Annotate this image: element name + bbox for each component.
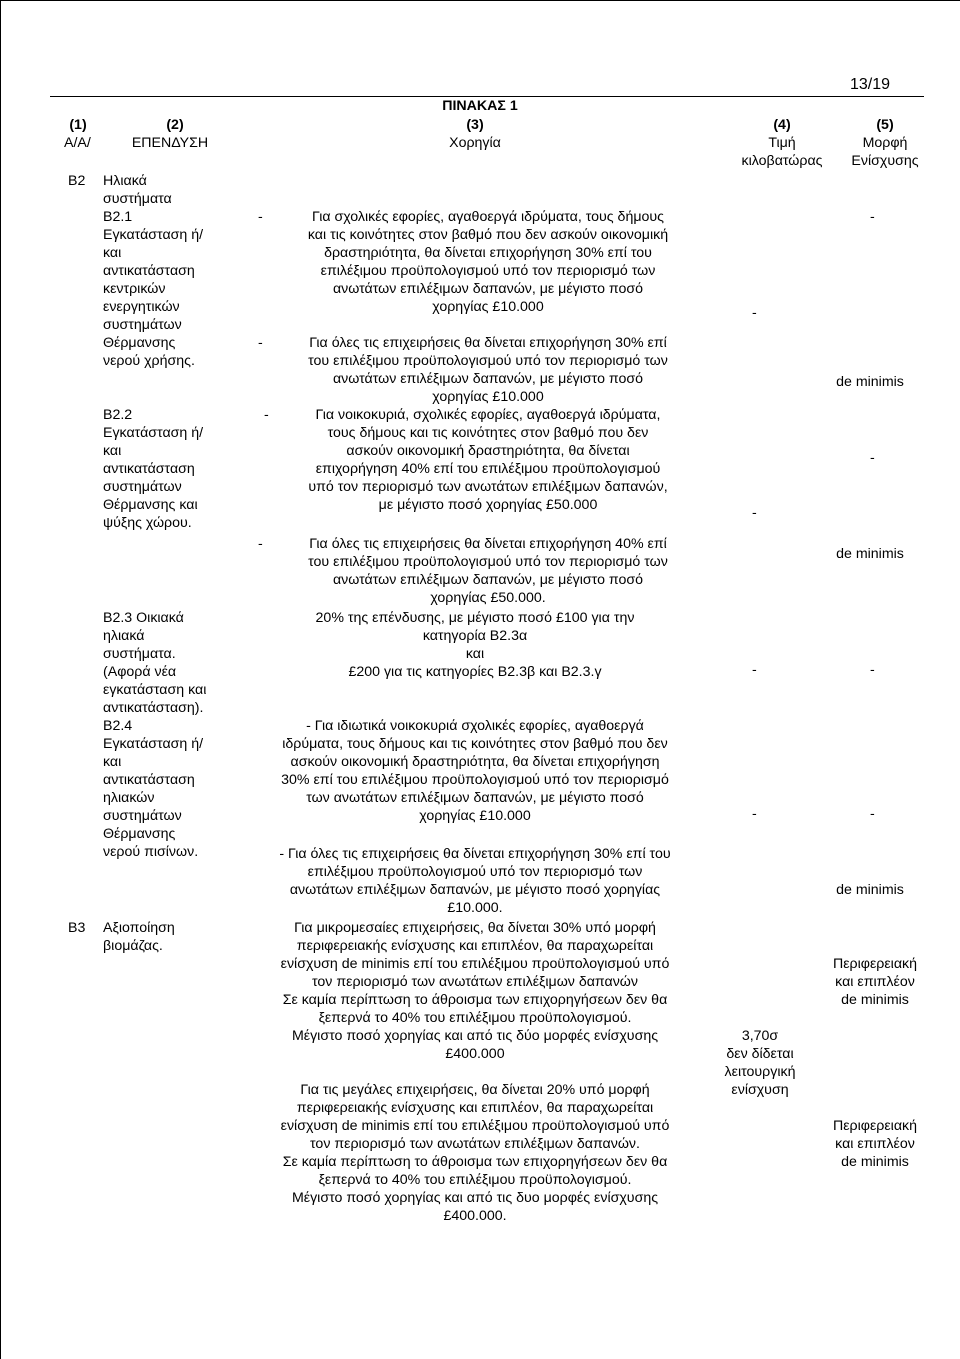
grant-b23: 20% της επένδυσης, με μέγιστο ποσό £100 για την κατηγορία Β2.3α και £200 για τις κατηγορίες Β2.3β και Β2.3.γ xyxy=(315,610,635,680)
col-number-1: (1) xyxy=(69,117,87,133)
investment-b21: Β2.1 Εγκατάσταση ή/ και αντικατάσταση κεντρικών ενεργητικών συστημάτων Θέρμανσης νερού χρήσης. xyxy=(103,209,204,369)
price-b23-dash: - xyxy=(752,662,757,678)
form-b22-a-dash: - xyxy=(870,450,875,466)
row-code-b3: Β3 xyxy=(68,920,86,936)
grant-b24-a: - Για ιδιωτικά νοικοκυριά σχολικές εφορίες, αγαθοεργά ιδρύματα, τους δήμους και τις κοινότητες στον βαθμό που δεν ασκούν οικονομική δραστηριότητα, θα δίνεται επιχορήγηση 30% επί του επιλέξιμου προϋπολογισμού υπό τον περιορισμό των ανωτάτων επιλέξιμων δαπανών, με μέγιστο ποσό χορηγίας £10.000 xyxy=(281,718,669,824)
form-b24-b-deminimis: de minimis xyxy=(836,882,904,898)
grant-b21-a: Για σχολικές εφορίες, αγαθοεργά ιδρύματα, τους δήμους και τις κοινότητες στον βαθμό που δεν ασκούν οικονομική δραστηριότητα, θα δίνεται επιχορήγηση 30% επί του επιλέξιμου προϋπολογισμού υπό τον περιορισμό των ανωτάτων επιλέξιμων δαπανών, με μέγιστο ποσό χορηγίας £10.000 xyxy=(307,209,669,315)
header-grant: Χορηγία xyxy=(449,135,501,151)
form-b24-a-dash: - xyxy=(870,806,875,822)
grant-b22-b: Για όλες τις επιχειρήσεις θα δίνεται επιχορήγηση 40% επί του επιλέξιμου προϋπολογισμού υπό τον περιορισμό των ανωτάτων επιλέξιμων δαπανών, με μέγιστο ποσό χορηγίας £50.000. xyxy=(308,536,668,606)
header-price-line2: κιλοβατώρας xyxy=(741,153,823,169)
price-b24-dash: - xyxy=(752,806,757,822)
col-number-4: (4) xyxy=(773,117,791,133)
price-b3: 3,70σ δεν δίδεται λειτουργική ενίσχυση xyxy=(724,1028,796,1098)
header-price xyxy=(722,134,842,170)
grant-b22-b-dash: - xyxy=(258,536,263,552)
col-number-5: (5) xyxy=(876,117,894,133)
header-form-line2: Ενίσχυσης xyxy=(851,153,919,169)
price-b22-dash: - xyxy=(752,505,757,521)
grant-b21-a-dash: - xyxy=(258,209,263,225)
header-investment: ΕΠΕΝΔΥΣΗ xyxy=(131,135,209,151)
investment-b22: Β2.2 Εγκατάσταση ή/ και αντικατάσταση συστημάτων Θέρμανσης και ψύξης χώρου. xyxy=(103,407,204,531)
header-price-line1: Τιμή xyxy=(768,135,796,151)
grant-b22-a: Για νοικοκυριά, σχολικές εφορίες, αγαθοεργά ιδρύματα, τους δήμους και τις κοινότητες στον βαθμό που δεν ασκούν οικονομική δραστηριότητα, θα δίνεται επιχορήγηση 40% επί του επιλέξιμου προϋπολογισμού υπό τον περιορισμό των ανωτάτων επιλέξιμων δαπανών, με μέγιστο ποσό χορηγίας £50.000 xyxy=(308,407,668,513)
investment-b24: Β2.4 Εγκατάσταση ή/ και αντικατάσταση ηλιακών συστημάτων Θέρμανσης νερού πισίνων. xyxy=(103,718,204,860)
form-b21-b-deminimis: de minimis xyxy=(836,374,904,390)
header-form-line1: Μορφή xyxy=(862,135,908,151)
price-b21-dash: - xyxy=(752,305,757,321)
grant-b21-b-dash: - xyxy=(258,335,263,351)
grant-b3-sme: Για μικρομεσαίες επιχειρήσεις, θα δίνεται 30% υπό μορφή περιφερειακής ενίσχυσης και επιπλέον, θα παραχωρείται ενίσχυση de minimis επί του επιλέξιμου προϋπολογισμού υπό τον περιορισμό των ανωτάτων επιλέξιμων δαπανών Σε καμία περίπτωση το άθροισμα των επιχορηγήσεων δεν θα ξεπερνά το 40% του επιλέξιμου προϋπολογισμού. Μέγιστο ποσό χορηγίας και από τις δύο μορφές ενίσχυσης £400.000 xyxy=(280,920,670,1062)
investment-b3: Αξιοποίηση βιομάζας. xyxy=(103,920,175,954)
investment-b2-title: Ηλιακά συστήματα xyxy=(103,173,172,207)
grant-b24-b: - Για όλες τις επιχειρήσεις θα δίνεται επιχορήγηση 30% επί του επιλέξιμου προϋπολογισμού υπό τον περιορισμό των ανωτάτων επιλέξιμων δαπανών, με μέγιστο ποσό χορηγίας £10.000. xyxy=(279,846,671,916)
col-number-2: (2) xyxy=(166,117,184,133)
page-border-top xyxy=(0,0,960,1)
form-b23-dash: - xyxy=(870,662,875,678)
table-title: ΠΙΝΑΚΑΣ 1 xyxy=(442,98,518,114)
form-b22-b-deminimis: de minimis xyxy=(836,546,904,562)
grant-b22-a-dash: - xyxy=(264,407,269,423)
form-b21-a-dash: - xyxy=(870,209,875,225)
grant-b3-large: Για τις μεγάλες επιχειρήσεις, θα δίνεται 20% υπό μορφή περιφερειακής ενίσχυσης και επιπλέον, θα παραχωρείται ενίσχυση de minimis επί του επιλέξιμου προϋπολογισμού υπό τον περιορισμό των ανωτάτων επιλέξιμων δαπανών. Σε καμία περίπτωση το άθροισμα των επιχορηγήσεων δεν θα ξεπερνά το 40% του επιλέξιμου προϋπολογισμού. Μέγιστο ποσό χορηγίας και από τις δυο μορφές ενίσχυσης £400.000. xyxy=(280,1082,670,1224)
investment-b23: Β2.3 Οικιακά ηλιακά συστήματα. (Αφορά νέα εγκατάσταση και αντικατάσταση). xyxy=(103,610,207,716)
header-aa: Α/Α/ xyxy=(64,135,91,151)
col-number-3: (3) xyxy=(466,117,484,133)
form-b3-large: Περιφερειακή και επιπλέον de minimis xyxy=(832,1118,918,1170)
page-border-left xyxy=(0,0,1,1359)
row-code-b2: Β2 xyxy=(68,173,86,189)
grant-b21-b: Για όλες τις επιχειρήσεις θα δίνεται επιχορήγηση 30% επί του επιλέξιμου προϋπολογισμού υπό τον περιορισμό των ανωτάτων επιλέξιμων δαπανών, με μέγιστο ποσό χορηγίας £10.000 xyxy=(308,335,668,405)
form-b3-sme: Περιφερειακή και επιπλέον de minimis xyxy=(832,956,918,1008)
header-form xyxy=(835,134,935,170)
page-number: 13/19 xyxy=(850,76,891,93)
